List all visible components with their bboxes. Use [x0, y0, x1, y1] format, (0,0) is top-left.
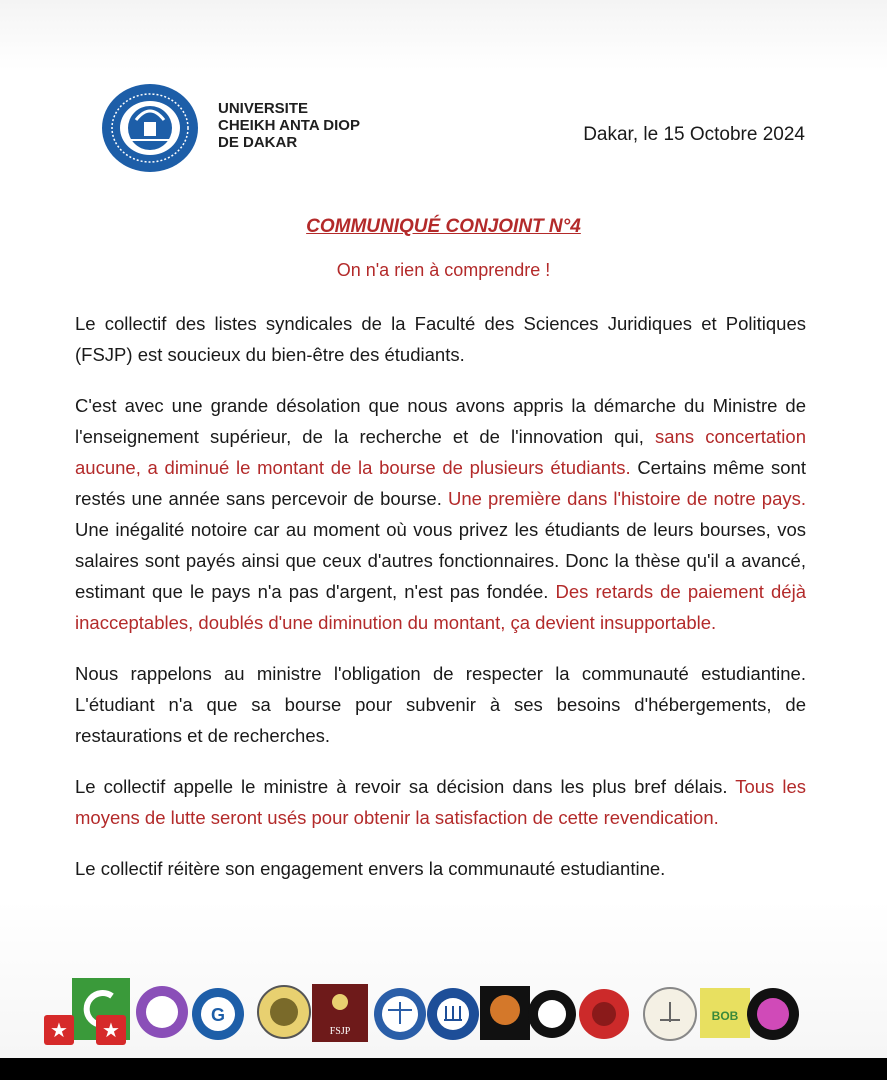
logo-fsjp-text: FSJP [329, 1026, 351, 1037]
paragraph-2-highlight-c: Des retards de paiement déjà inacceptables, doublés d'une diminution du montant, ça devient insupportable. [75, 581, 806, 633]
university-name [218, 100, 360, 151]
communique-title: COMMUNIQUÉ CONJOINT N°4 [306, 216, 581, 237]
paragraph-2-text-a: C'est avec une grande désolation que nous avons appris la démarche du Ministre de l'enseignement supérieur, de la recherche et de l'innovation qui, [75, 395, 806, 447]
paragraph-4-text: Le collectif appelle le ministre à revoir sa décision dans les plus bref délais. [75, 776, 736, 797]
paragraph-1: Le collectif des listes syndicales de la Faculté des Sciences Juridiques et Politiques (FSJP) est soucieux du bien-être des étudiants. [75, 313, 806, 365]
paragraph-2-highlight-a: sans concertation aucune, a diminué le montant de la bourse de plusieurs étudiants. [75, 426, 806, 478]
logo-purple-circle [136, 986, 188, 1038]
bottom-bar [0, 1058, 887, 1080]
footer-logos [40, 960, 810, 1050]
document-date: Dakar, le 15 Octobre 2024 [583, 124, 805, 145]
logo-blue-scales [374, 988, 426, 1040]
university-line-1: UNIVERSITE [218, 100, 309, 117]
logo-red-star-right [96, 1015, 126, 1045]
logo-bob-text: BOB [711, 1009, 739, 1023]
logo-red-star-left [44, 1015, 74, 1045]
logo-black-circle [528, 990, 576, 1038]
paragraph-2-highlight-b: Une première dans l'histoire de notre pays. [447, 488, 806, 509]
communique-body [75, 308, 806, 904]
paragraph-5: Le collectif réitère son engagement envers la communauté estudiantine. [75, 858, 666, 879]
logo-white-seal [644, 988, 696, 1040]
logo-letter-g: G [210, 1005, 226, 1025]
logo-fsjp [312, 984, 368, 1042]
svg-text:★: ★ [102, 1018, 120, 1042]
logo-purple-black [747, 988, 799, 1040]
logo-black-orange [480, 986, 530, 1040]
paragraph-2-text-c: Une inégalité notoire car au moment où vous privez les étudiants de leurs bourses, vos salaires sont payés ainsi que ceux d'autres fonctionnaires. Donc la thèse qu'il a avancé, estimant que le pays n'a pas d'argent, n'est pas fondée. [75, 519, 806, 602]
logo-blue-columns [427, 988, 479, 1040]
logo-gold-seal [258, 986, 310, 1038]
university-line-3: DE DAKAR [218, 134, 298, 151]
university-logo [100, 82, 200, 174]
svg-text:★: ★ [50, 1018, 68, 1042]
logo-bob [700, 988, 750, 1038]
paragraph-3: Nous rappelons au ministre l'obligation de respecter la communauté estudiantine. L'étudiant n'a que sa bourse pour subvenir à ses besoins d'hébergements, de restaurations et de recherches. [75, 663, 806, 746]
communique-subtitle: On n'a rien à comprendre ! [336, 260, 551, 280]
paragraph-2-text-b: Certains même sont restés une année sans percevoir de bourse. [75, 457, 806, 509]
paragraph-4-highlight: Tous les moyens de lutte seront usés pour obtenir la satisfaction de cette revendication. [75, 776, 806, 828]
university-line-2: CHEIKH ANTA DIOP [218, 117, 360, 134]
logo-blue-g [192, 988, 244, 1040]
paragraph-4 [75, 771, 806, 833]
logo-red-circle [579, 989, 629, 1039]
paragraph-2 [75, 390, 806, 638]
